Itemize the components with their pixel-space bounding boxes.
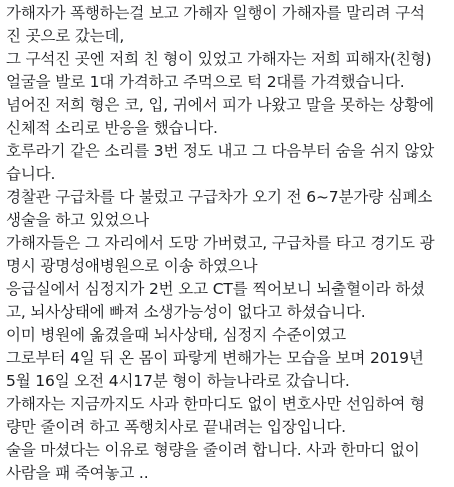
- post-text-line: 그 구석진 곳엔 저희 친 형이 있었고 가해자는 저희 피해자(친형): [6, 50, 432, 68]
- post-text-line: 응급실에서 심정지가 2번 오고 CT를 찍어보니 뇌출혈이라 하셨: [6, 280, 425, 298]
- post-text-line: 가해자들은 그 자리에서 도망 가버렸고, 구급차를 타고 경기도 광: [6, 234, 435, 252]
- post-text-line: 량만 줄이려 하고 폭행치사로 끝내려는 입장입니다.: [6, 418, 346, 436]
- post-text-line: 생술을 하고 있었으나: [6, 211, 149, 229]
- post-text-line: 습니다.: [6, 165, 56, 183]
- post-text-line: 얼굴을 발로 1대 가격하고 주먹으로 턱 2대를 가격했습니다.: [6, 73, 405, 91]
- post-text-line: 신체적 소리로 반응을 했습니다.: [6, 119, 218, 137]
- post-text-line: 5월 16일 오전 4시17분 형이 하늘나라로 갔습니다.: [6, 372, 350, 390]
- post-text-line: 술을 마셨다는 이유로 형량을 줄이려 합니다. 사과 한마디 없이: [6, 441, 420, 459]
- post-text-line: 가해자가 폭행하는걸 보고 가해자 일행이 가해자를 말리려 구석: [6, 4, 425, 22]
- post-text-line: 이미 병원에 옮겼을때 뇌사상태, 심정지 수준이였고: [6, 326, 346, 344]
- post-text-line: 넘어진 저희 형은 코, 입, 귀에서 피가 나왔고 말을 못하는 상황에: [6, 96, 434, 114]
- post-text-line: 가해자는 지금까지도 사과 한마디도 없이 변호사만 선임하여 형: [6, 395, 425, 413]
- post-text-line: 명시 광명성애병원으로 이송 하였으나: [6, 257, 258, 275]
- post-text-line: 사람을 패 죽여놓고 ..: [6, 464, 149, 482]
- post-text-line: 고, 뇌사상태에 빠져 소생가능성이 없다고 하셨습니다.: [6, 303, 366, 321]
- post-text-line: 그로부터 4일 뒤 온 몸이 파랗게 변해가는 모습을 보며 2019년: [6, 349, 424, 367]
- post-text-line: 진 곳으로 갔는데,: [6, 27, 125, 45]
- post-text-line: 경찰관 구급차를 다 불렀고 구급차가 오기 전 6~7분가량 심폐소: [6, 188, 433, 206]
- post-text-line: 호루라기 같은 소리를 3번 정도 내고 그 다음부터 숨을 쉬지 않았: [6, 142, 435, 160]
